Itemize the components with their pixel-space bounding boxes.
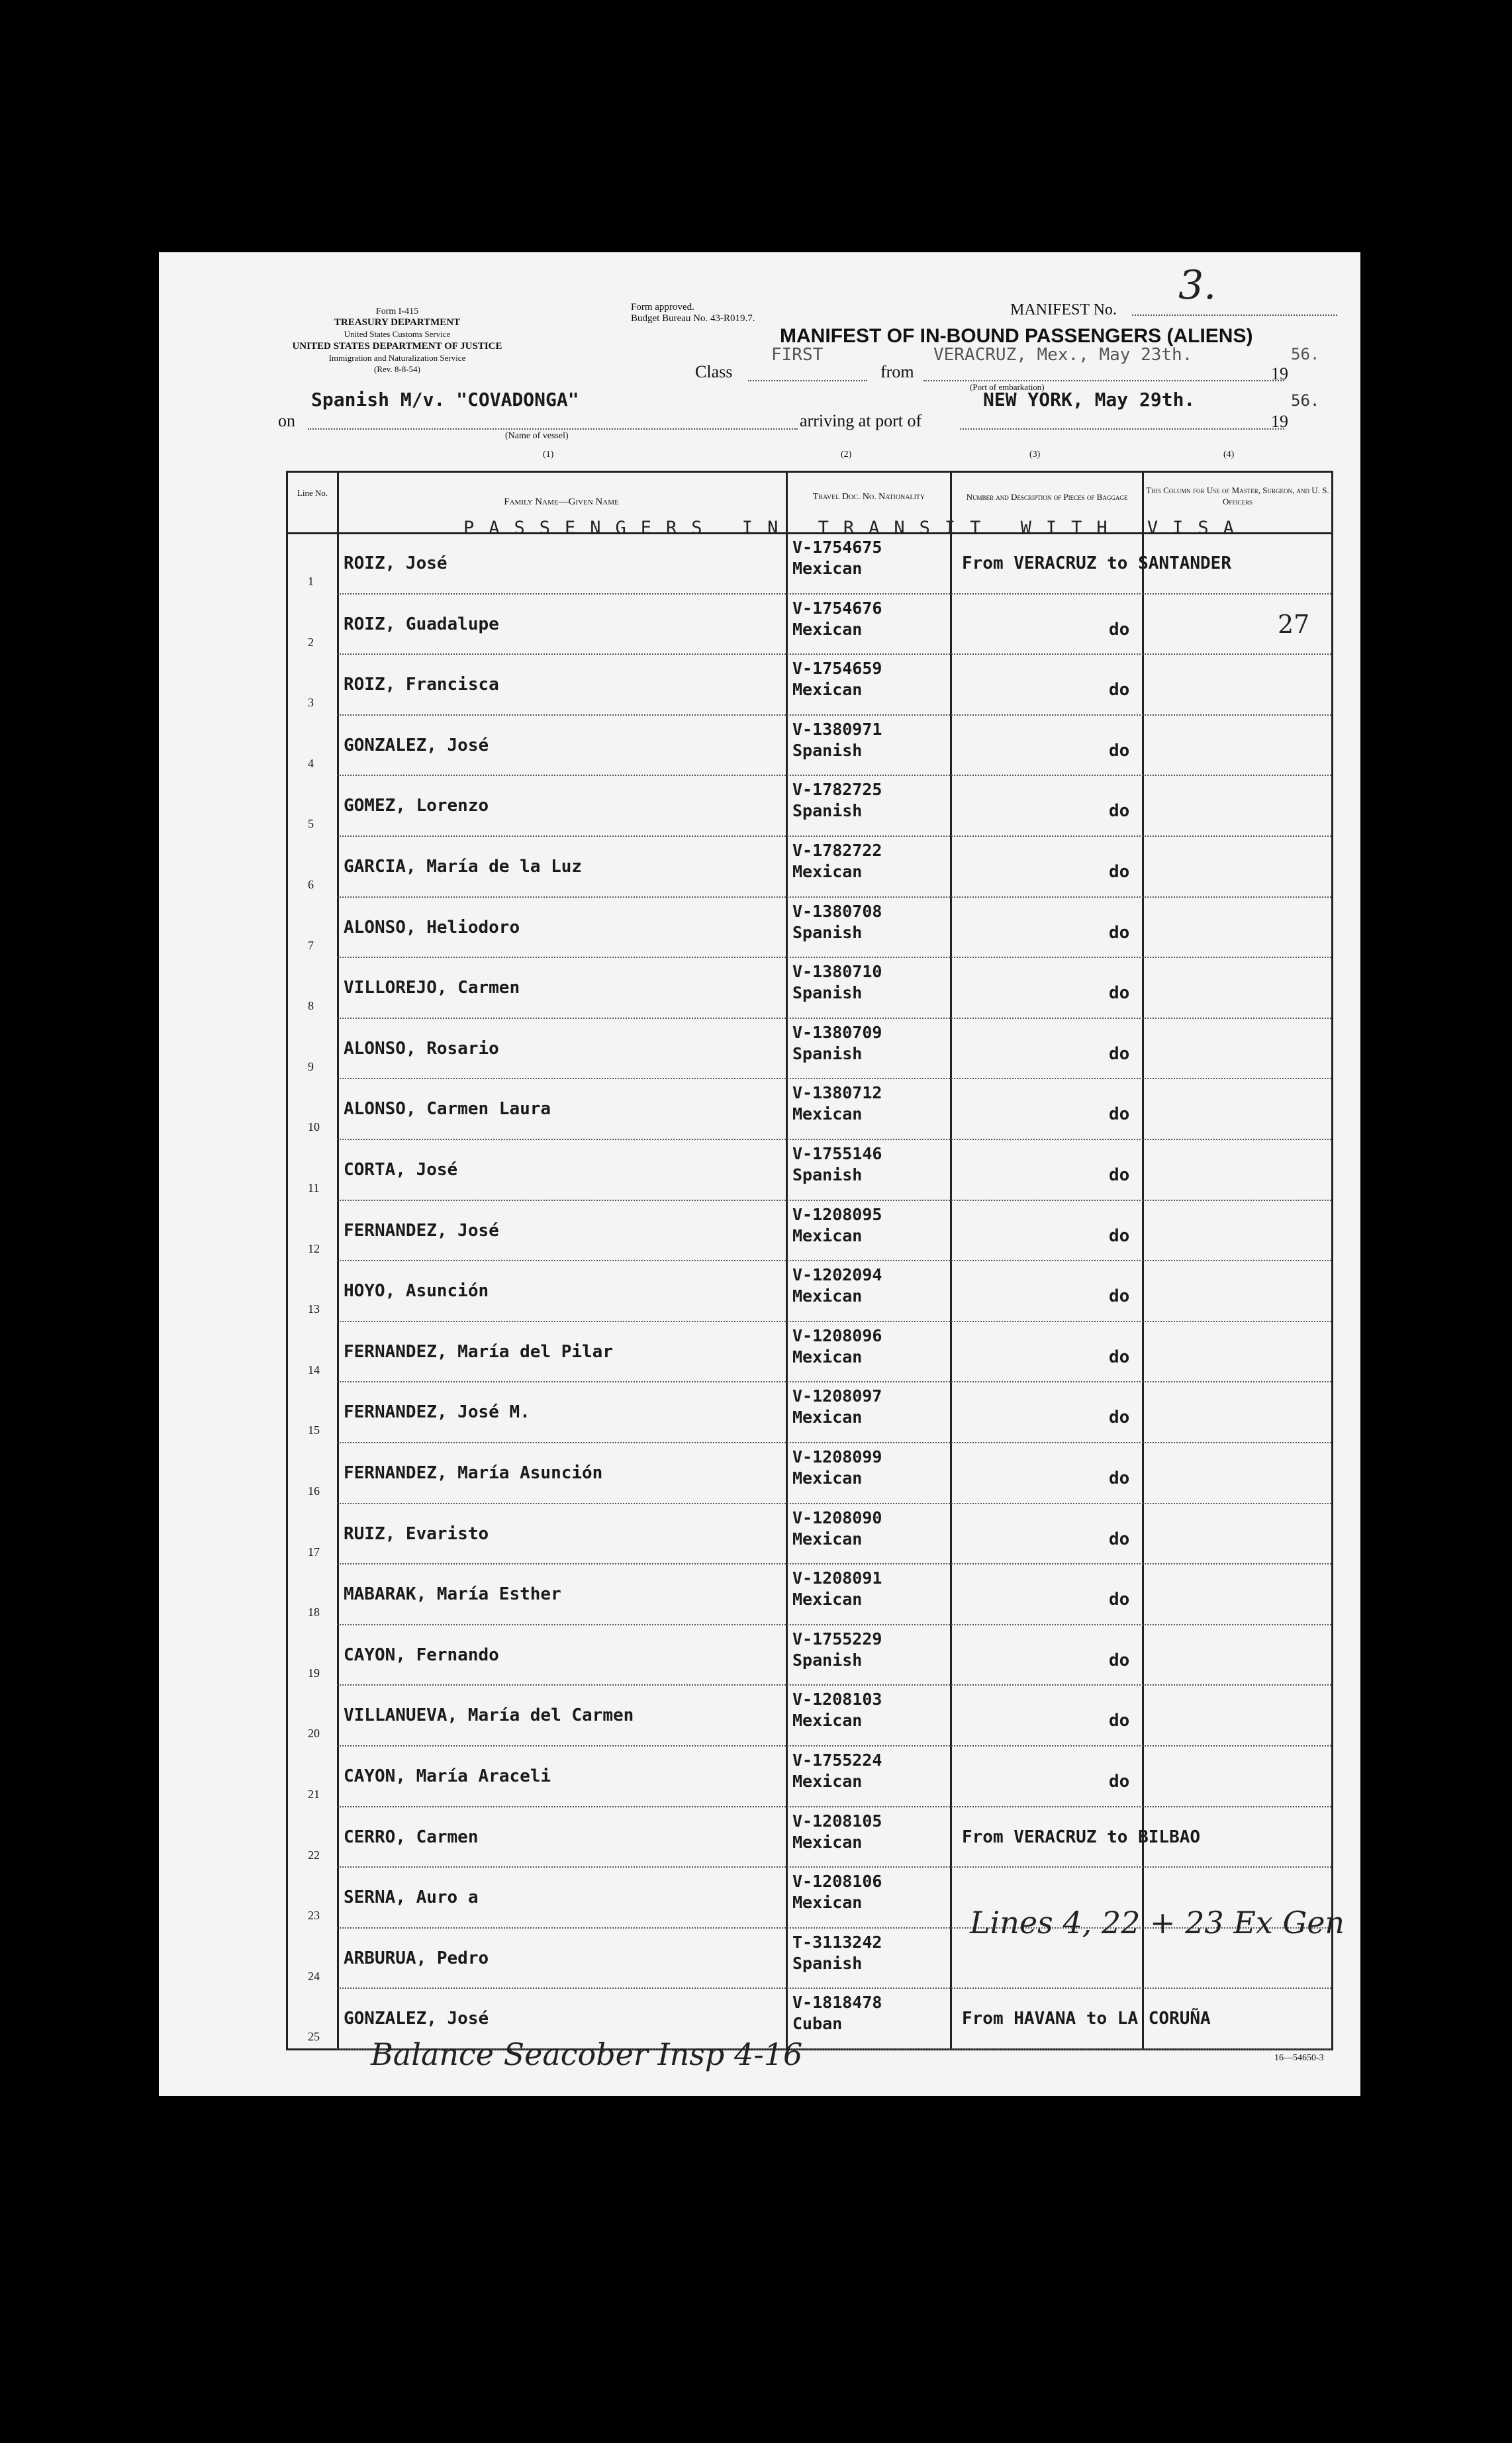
baggage-description: do [1109, 680, 1130, 700]
vessel-line [308, 428, 798, 430]
line-number: 10 [308, 1120, 320, 1134]
manifest-page [159, 252, 1360, 2096]
nationality: Mexican [792, 1286, 863, 1306]
col-number-2: (2) [841, 450, 852, 459]
travel-doc-number: V-1380712 [792, 1083, 882, 1103]
table-row [288, 1322, 1331, 1383]
passenger-name: CAYON, María Araceli [344, 1766, 551, 1786]
passenger-name: MABARAK, María Esther [344, 1584, 561, 1605]
vessel-name-label: (Name of vessel) [505, 431, 569, 441]
treasury-dept: TREASURY DEPARTMENT [334, 317, 461, 328]
passenger-name: ROIZ, Guadalupe [344, 614, 499, 634]
travel-doc-number: V-1202094 [792, 1265, 882, 1285]
travel-doc-number: V-1754659 [792, 659, 882, 679]
nationality: Mexican [792, 1711, 863, 1731]
baggage-description: do [1109, 619, 1130, 640]
budget-bureau: Budget Bureau No. 43-R019.7. [631, 313, 755, 324]
passenger-name: ROIZ, José [344, 553, 448, 573]
table-row [288, 534, 1331, 595]
travel-doc-number: V-1782722 [792, 841, 882, 860]
passenger-name: FERNANDEZ, José [344, 1220, 499, 1241]
line-number: 15 [308, 1423, 320, 1437]
table-row [288, 1625, 1331, 1686]
nationality: Mexican [792, 1772, 863, 1791]
table-row [288, 958, 1331, 1019]
vessel-name: Spanish M/v. "COVADONGA" [311, 389, 579, 410]
travel-doc-number: V-1380708 [792, 901, 882, 921]
nationality: Spanish [792, 1043, 863, 1063]
nationality: Mexican [792, 1408, 863, 1427]
nationality: Spanish [792, 740, 863, 760]
section-banner: PASSENGERS IN TRANSIT WITH VISA [463, 518, 1249, 538]
manifest-number: 3. [1178, 262, 1217, 309]
nationality: Mexican [792, 1529, 863, 1549]
form-number: Form I-415 [375, 307, 419, 316]
passenger-name: ALONSO, Heliodoro [344, 917, 520, 937]
nationality: Spanish [792, 1650, 863, 1670]
revision: (Rev. 8-8-54) [374, 364, 420, 374]
travel-doc-number: V-1380710 [792, 962, 882, 982]
passenger-name: GARCIA, María de la Luz [344, 857, 583, 877]
col-number-3: (3) [1029, 450, 1041, 459]
passenger-name: ROIZ, Francisca [344, 675, 499, 695]
passenger-name: VILLOREJO, Carmen [344, 978, 520, 998]
line-number: 2 [308, 635, 314, 649]
travel-doc-number: V-1755229 [792, 1629, 882, 1649]
table-row [288, 898, 1331, 959]
line-number: 7 [308, 938, 314, 952]
header-officers: This Column for Use of Master, Surgeon, and U. S. Officers [1146, 485, 1329, 506]
nationality: Mexican [792, 1104, 863, 1124]
nationality: Mexican [792, 559, 863, 578]
line-number: 1 [308, 575, 314, 588]
travel-doc-number: V-1754675 [792, 538, 882, 557]
table-row [288, 1382, 1331, 1443]
header-baggage: Number and Description of Pieces of Baggage [966, 492, 1128, 502]
year-value-1: 56. [1291, 345, 1320, 363]
header-travel-doc: Travel Doc. No. Nationality [812, 492, 925, 502]
travel-doc-number: T-3113242 [792, 1932, 882, 1952]
arriving-label: arriving at port of [800, 411, 922, 430]
line-number: 12 [308, 1241, 320, 1255]
travel-doc-number: V-1818478 [792, 1993, 882, 2013]
nationality: Mexican [792, 1468, 863, 1488]
nationality: Mexican [792, 1832, 863, 1852]
class-label: Class [695, 362, 733, 381]
passenger-name: ALONSO, Rosario [344, 1038, 499, 1059]
table-row [288, 1686, 1331, 1747]
travel-doc-number: V-1208103 [792, 1690, 882, 1709]
baggage-description: do [1109, 1590, 1130, 1610]
baggage-description: From HAVANA to LA CORUÑA [962, 2009, 1211, 2029]
line-number: 5 [308, 817, 314, 831]
table-row [288, 595, 1331, 655]
baggage-description: do [1109, 1529, 1130, 1549]
class-value: FIRST [771, 345, 824, 365]
baggage-description: do [1109, 1347, 1130, 1367]
line-number: 11 [308, 1181, 320, 1194]
travel-doc-number: V-1208091 [792, 1568, 882, 1588]
passenger-name: RUIZ, Evaristo [344, 1523, 489, 1544]
travel-doc-number: V-1208106 [792, 1872, 882, 1892]
footer-code: 16—54650-3 [1274, 2053, 1324, 2063]
passenger-name: VILLANUEVA, María del Carmen [344, 1705, 634, 1726]
line-number: 18 [308, 1605, 320, 1619]
table-row [288, 1564, 1331, 1625]
table-row [288, 776, 1331, 837]
line-number: 4 [308, 756, 314, 770]
passenger-name: CORTA, José [344, 1160, 458, 1180]
table-row [288, 655, 1331, 716]
travel-doc-number: V-1380971 [792, 719, 882, 739]
passenger-name: HOYO, Asunción [344, 1281, 489, 1302]
form-approval [631, 302, 755, 324]
from-line [923, 380, 1284, 381]
on-label: on [278, 411, 295, 430]
line-number: 17 [308, 1545, 320, 1558]
travel-doc-number: V-1208095 [792, 1204, 882, 1224]
travel-doc-number: V-1755146 [792, 1144, 882, 1163]
nationality: Mexican [792, 1347, 863, 1366]
table-row [288, 1807, 1331, 1868]
table-row [288, 1747, 1331, 1807]
table-row [288, 837, 1331, 898]
table-row [288, 1261, 1331, 1322]
line-number: 16 [308, 1484, 320, 1498]
baggage-description: do [1109, 1225, 1130, 1246]
travel-doc-number: V-1755224 [792, 1750, 882, 1770]
nationality: Spanish [792, 983, 863, 1003]
travel-doc-number: V-1208096 [792, 1325, 882, 1345]
baggage-description: do [1109, 1650, 1130, 1670]
line-number: 13 [308, 1302, 320, 1316]
handwritten-margin-note: Lines 4, 22 + 23 Ex Gen [970, 1905, 1345, 1940]
nationality: Cuban [792, 2014, 843, 2034]
passenger-name: FERNANDEZ, María Asunción [344, 1463, 603, 1483]
baggage-description: From VERACRUZ to SANTANDER [962, 553, 1231, 573]
from-value: VERACRUZ, Mex., May 23th. [933, 345, 1193, 365]
nationality: Spanish [792, 1953, 863, 1973]
line-number: 24 [308, 1969, 320, 1983]
customs-service: United States Customs Service [344, 329, 451, 339]
line-number: 20 [308, 1727, 320, 1741]
table-row [288, 1140, 1331, 1201]
justice-dept: UNITED STATES DEPARTMENT OF JUSTICE [292, 341, 502, 352]
line-number: 8 [308, 999, 314, 1013]
travel-doc-number: V-1208090 [792, 1508, 882, 1527]
table-row [288, 716, 1331, 777]
port-embarkation-label: (Port of embarkation) [970, 382, 1045, 392]
baggage-description: From VERACRUZ to BILBAO [962, 1827, 1201, 1847]
nationality: Spanish [792, 1165, 863, 1184]
line-number: 9 [308, 1059, 314, 1073]
baggage-description: do [1109, 801, 1130, 822]
form-approved: Form approved. [631, 302, 694, 312]
nationality: Mexican [792, 680, 863, 700]
header-name: Family Name—Given Name [504, 497, 619, 507]
line-number: 14 [308, 1363, 320, 1376]
year-value-2: 56. [1291, 391, 1320, 410]
baggage-description: do [1109, 740, 1130, 761]
arriving-port: NEW YORK, May 29th. [983, 389, 1196, 410]
travel-doc-number: V-1380709 [792, 1022, 882, 1042]
line-number: 23 [308, 1909, 320, 1923]
nationality: Mexican [792, 1590, 863, 1609]
nationality: Mexican [792, 1225, 863, 1245]
manifest-no-label: MANIFEST No. [1010, 301, 1117, 318]
class-line [748, 380, 867, 381]
passenger-name: SERNA, Auro a [344, 1888, 479, 1908]
passenger-name: CAYON, Fernando [344, 1645, 499, 1665]
nationality: Mexican [792, 862, 863, 881]
travel-doc-number: V-1782725 [792, 780, 882, 800]
baggage-description: do [1109, 1772, 1130, 1792]
baggage-description: do [1109, 1104, 1130, 1125]
baggage-description: do [1109, 1468, 1130, 1488]
header-line-no: Line No. [297, 488, 328, 498]
baggage-description: do [1109, 1408, 1130, 1428]
table-row [288, 1504, 1331, 1565]
line-number: 22 [308, 1848, 320, 1862]
nationality: Mexican [792, 1893, 863, 1913]
line-number: 3 [308, 696, 314, 710]
table-row [288, 1079, 1331, 1140]
justice-block [278, 341, 516, 375]
passenger-name: ARBURUA, Pedro [344, 1948, 489, 1968]
table-row [288, 1201, 1331, 1262]
table-row [288, 1443, 1331, 1504]
col-number-4: (4) [1223, 450, 1235, 459]
handwritten-27: 27 [1278, 610, 1310, 639]
nationality: Spanish [792, 922, 863, 942]
line-number: 6 [308, 878, 314, 891]
from-label: from [880, 362, 914, 381]
passenger-table [286, 471, 1333, 2050]
line-number: 21 [308, 1788, 320, 1801]
nationality: Spanish [792, 801, 863, 821]
baggage-description: do [1109, 862, 1130, 882]
line-number: 19 [308, 1666, 320, 1680]
passenger-name: GOMEZ, Lorenzo [344, 796, 489, 816]
passenger-name: FERNANDEZ, José M. [344, 1402, 530, 1423]
travel-doc-number: V-1208097 [792, 1386, 882, 1406]
baggage-description: do [1109, 1043, 1130, 1064]
passenger-name: ALONSO, Carmen Laura [344, 1099, 551, 1120]
passenger-name: GONZALEZ, José [344, 2009, 489, 2029]
handwritten-footer-note: Balance Seacober Insp 4-16 [371, 2036, 803, 2072]
passenger-name: FERNANDEZ, María del Pilar [344, 1341, 613, 1362]
travel-doc-number: V-1208105 [792, 1811, 882, 1831]
travel-doc-number: V-1208099 [792, 1447, 882, 1466]
baggage-description: do [1109, 1165, 1130, 1185]
baggage-description: do [1109, 1711, 1130, 1731]
baggage-description: do [1109, 922, 1130, 943]
passenger-name: GONZALEZ, José [344, 735, 489, 755]
baggage-description: do [1109, 983, 1130, 1004]
line-number: 25 [308, 2030, 320, 2044]
table-row [288, 1019, 1331, 1080]
year-label-2: 19 [1271, 412, 1288, 431]
baggage-description: do [1109, 1286, 1130, 1307]
manifest-no-line [1132, 314, 1337, 316]
year-label-1: 19 [1271, 364, 1288, 383]
travel-doc-number: V-1754676 [792, 598, 882, 618]
nationality: Mexican [792, 619, 863, 639]
arriving-line [960, 428, 1284, 430]
col-number-1: (1) [543, 450, 554, 459]
form-header-left [281, 306, 513, 340]
ins-service: Immigration and Naturalization Service [328, 353, 466, 363]
manifest-title: MANIFEST OF IN-BOUND PASSENGERS (ALIENS) [780, 325, 1253, 347]
passenger-name: CERRO, Carmen [344, 1827, 479, 1847]
